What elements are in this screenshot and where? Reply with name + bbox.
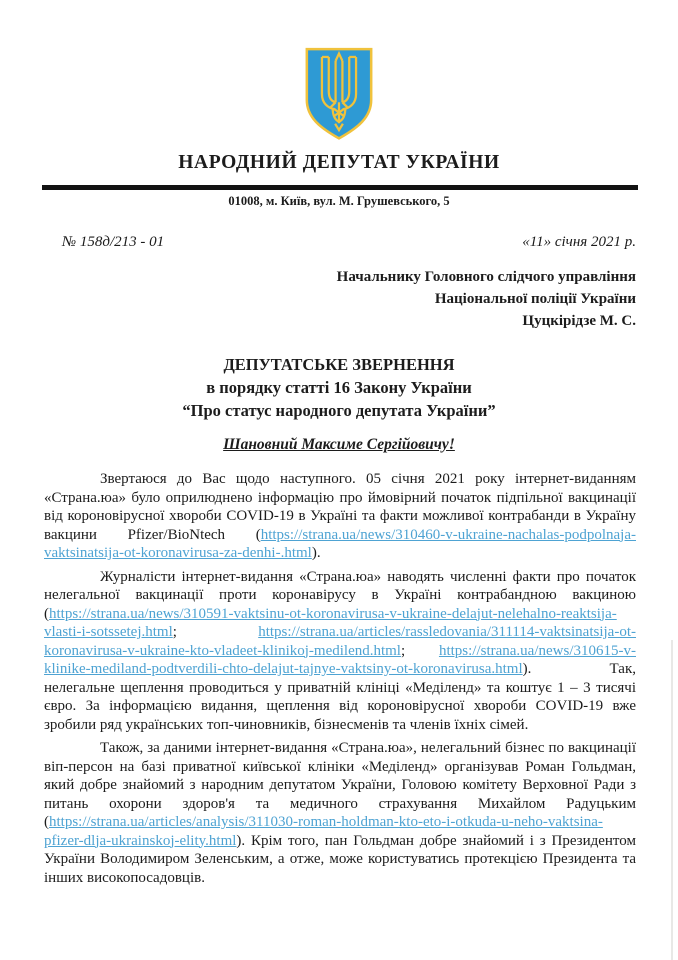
ref-number: № 158д/213 - 01 bbox=[62, 234, 165, 250]
header-divider bbox=[42, 185, 638, 190]
recipient-line: Національної поліції України bbox=[434, 291, 636, 307]
letter-body bbox=[44, 470, 636, 887]
paragraph bbox=[44, 470, 636, 563]
recipient-line: Начальнику Головного слідчого управління bbox=[336, 269, 636, 285]
article-link[interactable]: https://strana.ua/articles/rassledovania/311114-vaktsinatsija-ot-koronavirusa-v-ukraine-kto-vladeet-klinikoj-medilend.html bbox=[44, 624, 636, 659]
salutation: Шановний Максиме Сергійовичу! bbox=[223, 436, 455, 453]
document-title bbox=[0, 353, 678, 422]
ukraine-coat-of-arms-icon bbox=[300, 44, 378, 144]
org-address: 01008, м. Київ, вул. М. Грушевського, 5 bbox=[228, 194, 450, 208]
paragraph-text: Також, за даними інтернет-видання «Страна.юа», нелегальний бізнес по вакцинації віп-персон на базі приватної київської клініки «Меділенд» організував Роман Гольдман, який добре знайомий з народним депутатом України, Головою комітету Верховної Ради з питань охорони здоров'я та медичного страхування Михайлом Радуцьким ( bbox=[44, 740, 636, 830]
paragraph-text: Журналісти інтернет-видання «Страна.юа» наводять численні факти про початок нелегальної вакцинації проти коронавірусу в Україні контрабандною вакциною ( bbox=[44, 568, 636, 622]
paragraph-text: ). Крім того, пан Гольдман добре знайомий і з Президентом України Володимиром Зеленським, а отже, може користуватись протекцією Президента та інших високопосадовців. bbox=[44, 832, 636, 886]
paragraph-text: ). Так, нелегальне щеплення проводиться у приватній клініці «Меділенд» та коштує 1 – 3 тисячі євро. За інформацією видання, щеплення від короновірусної хвороби COVID-19 вже зробили ряд українських топ-чиновників, бізнесменів та членів їхніх сімей. bbox=[44, 661, 636, 733]
paragraph-text: ; bbox=[400, 642, 439, 659]
article-link[interactable]: https://strana.ua/articles/analysis/311030-roman-holdman-kto-eto-i-otkuda-u-neho-vaktsina-pfizer-dlja-ukrainskoj-elity.html bbox=[44, 814, 603, 849]
document-title-line: в порядку статті 16 Закону України bbox=[206, 378, 472, 397]
document-title-line: “Про статус народного депутата України” bbox=[182, 401, 496, 420]
recipient-name: Цуцкірідзе М. С. bbox=[522, 313, 636, 329]
scan-edge-artifact bbox=[671, 640, 673, 960]
letter-date: «11» січня 2021 р. bbox=[522, 234, 636, 250]
paragraph bbox=[44, 568, 636, 735]
paragraph bbox=[44, 739, 636, 887]
article-link[interactable]: https://strana.ua/news/310591-vaktsinu-ot-koronavirusa-v-ukraine-delajut-nelehalno-reaktsija-vlasti-i-sotssetej.html bbox=[44, 605, 617, 640]
meta-row bbox=[62, 234, 636, 251]
org-title: НАРОДНИЙ ДЕПУТАТ УКРАЇНИ bbox=[178, 152, 500, 173]
document-title-line: ДЕПУТАТСЬКЕ ЗВЕРНЕННЯ bbox=[223, 355, 455, 374]
paragraph-text: Звертаюся до Вас щодо наступного. 05 січня 2021 року інтернет-виданням «Страна.юа» було оприлюднено інформацію про ймовірний початок підпільної вакцинації від короновірусної хвороби COVID-19 в Україні та факти можливої контрабанди в Україну вакцини Pfizer/BioNtech ( bbox=[44, 471, 636, 543]
shield-shape bbox=[307, 49, 371, 138]
paragraph-text: ). bbox=[311, 545, 321, 561]
recipient-block bbox=[0, 266, 636, 332]
paragraph-text: ; bbox=[172, 624, 259, 640]
article-link[interactable]: https://strana.ua/news/310460-v-ukraine-nachalas-podpolnaja-vaktsinatsija-ot-koronavirusa-za-denhi-.html bbox=[44, 526, 636, 561]
article-link[interactable]: https://strana.ua/news/310615-v-klinike-mediland-podtverdili-chto-delajut-tajnye-vaktsiny-ot-koronavirusa.html bbox=[44, 642, 636, 677]
